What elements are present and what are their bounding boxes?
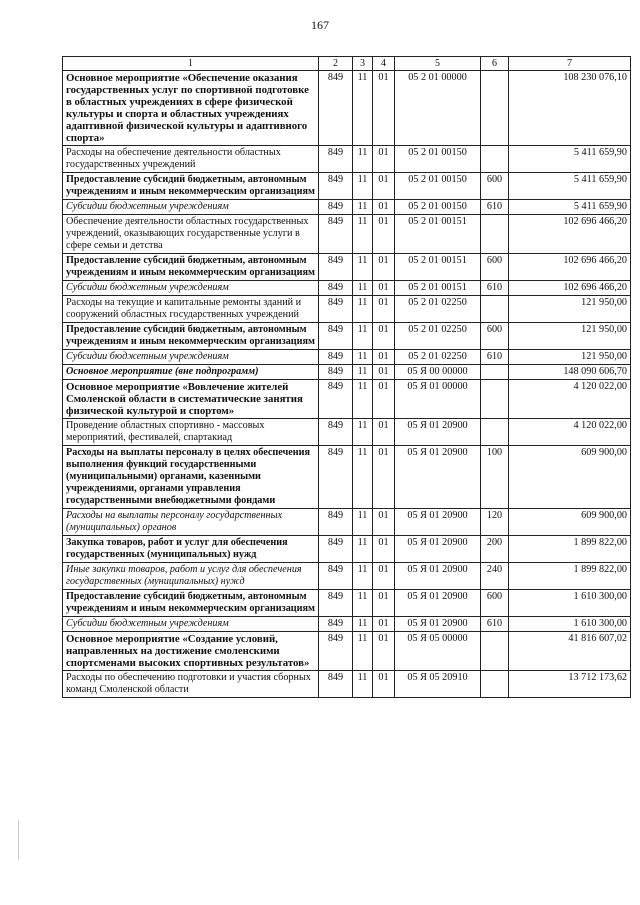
row-section: 11	[353, 419, 373, 446]
row-section: 11	[353, 563, 373, 590]
row-amount: 5 411 659,90	[509, 146, 631, 173]
row-subsection: 01	[373, 323, 395, 350]
row-name: Основное мероприятие «Вовлечение жителей Смоленской области в систематические занятия физической культурой и спортом»	[63, 380, 319, 419]
margin-mark	[18, 820, 19, 860]
row-name: Расходы на выплаты персоналу государственных (муниципальных) органов	[63, 509, 319, 536]
row-target-article: 05 2 01 00150	[395, 146, 481, 173]
row-amount: 1 899 822,00	[509, 563, 631, 590]
header-col-4: 4	[373, 57, 395, 71]
row-expense-type	[481, 419, 509, 446]
row-name: Основное мероприятие (вне подпрограмм)	[63, 365, 319, 380]
row-admin-code: 849	[319, 296, 353, 323]
row-target-article: 05 2 01 00151	[395, 254, 481, 281]
row-target-article: 05 Я 05 00000	[395, 632, 481, 671]
row-amount: 609 900,00	[509, 509, 631, 536]
table-row	[63, 323, 631, 350]
row-subsection: 01	[373, 446, 395, 509]
row-admin-code: 849	[319, 509, 353, 536]
row-admin-code: 849	[319, 419, 353, 446]
table-row	[63, 617, 631, 632]
row-expense-type	[481, 296, 509, 323]
row-target-article: 05 Я 01 20900	[395, 509, 481, 536]
row-expense-type: 610	[481, 617, 509, 632]
row-amount: 121 950,00	[509, 350, 631, 365]
row-target-article: 05 Я 01 00000	[395, 380, 481, 419]
row-expense-type: 200	[481, 536, 509, 563]
row-target-article: 05 Я 01 20900	[395, 419, 481, 446]
row-name: Расходы по обеспечению подготовки и участия сборных команд Смоленской области	[63, 671, 319, 698]
header-col-1: 1	[63, 57, 319, 71]
table-row	[63, 296, 631, 323]
header-col-7: 7	[509, 57, 631, 71]
row-target-article: 05 Я 05 20910	[395, 671, 481, 698]
row-target-article: 05 Я 01 20900	[395, 446, 481, 509]
row-expense-type: 600	[481, 254, 509, 281]
row-subsection: 01	[373, 254, 395, 281]
row-admin-code: 849	[319, 254, 353, 281]
table-row	[63, 536, 631, 563]
row-amount: 5 411 659,90	[509, 200, 631, 215]
row-amount: 1 610 300,00	[509, 617, 631, 632]
table-row	[63, 671, 631, 698]
row-target-article: 05 Я 00 00000	[395, 365, 481, 380]
row-target-article: 05 2 01 00000	[395, 71, 481, 146]
table-row	[63, 173, 631, 200]
row-admin-code: 849	[319, 323, 353, 350]
row-expense-type: 610	[481, 281, 509, 296]
table-row	[63, 146, 631, 173]
header-col-2: 2	[319, 57, 353, 71]
row-name: Расходы на текущие и капитальные ремонты зданий и сооружений областных государственных учреждений	[63, 296, 319, 323]
row-expense-type: 610	[481, 200, 509, 215]
row-name: Расходы на выплаты персоналу в целях обеспечения выполнения функций государственными (муниципальными) органами, казенными учреждениями, органами управления государственными внебюджетными фондами	[63, 446, 319, 509]
row-target-article: 05 2 01 02250	[395, 296, 481, 323]
table-row	[63, 281, 631, 296]
table-row	[63, 509, 631, 536]
row-name: Обеспечение деятельности областных государственных учреждений, оказывающих государственные услуги в сфере семьи и детства	[63, 215, 319, 254]
row-amount: 102 696 466,20	[509, 281, 631, 296]
row-amount: 4 120 022,00	[509, 380, 631, 419]
row-subsection: 01	[373, 536, 395, 563]
row-admin-code: 849	[319, 281, 353, 296]
row-name: Основное мероприятие «Создание условий, направленных на достижение смоленскими спортсменами высоких спортивных результатов»	[63, 632, 319, 671]
row-expense-type	[481, 71, 509, 146]
row-target-article: 05 Я 01 20900	[395, 590, 481, 617]
row-target-article: 05 Я 01 20900	[395, 617, 481, 632]
row-expense-type	[481, 380, 509, 419]
row-expense-type	[481, 146, 509, 173]
row-expense-type: 100	[481, 446, 509, 509]
header-row	[63, 57, 631, 71]
row-section: 11	[353, 671, 373, 698]
row-name: Субсидии бюджетным учреждениям	[63, 617, 319, 632]
row-target-article: 05 Я 01 20900	[395, 563, 481, 590]
header-col-6: 6	[481, 57, 509, 71]
row-section: 11	[353, 590, 373, 617]
row-section: 11	[353, 281, 373, 296]
row-subsection: 01	[373, 173, 395, 200]
row-expense-type: 600	[481, 323, 509, 350]
row-name: Иные закупки товаров, работ и услуг для обеспечения государственных (муниципальных) нужд	[63, 563, 319, 590]
row-admin-code: 849	[319, 71, 353, 146]
table-row	[63, 446, 631, 509]
row-admin-code: 849	[319, 446, 353, 509]
row-subsection: 01	[373, 590, 395, 617]
row-name: Предоставление субсидий бюджетным, автономным учреждениям и иным некоммерческим организациям	[63, 254, 319, 281]
row-section: 11	[353, 173, 373, 200]
row-expense-type	[481, 215, 509, 254]
row-admin-code: 849	[319, 200, 353, 215]
row-expense-type	[481, 632, 509, 671]
row-target-article: 05 2 01 02250	[395, 350, 481, 365]
row-subsection: 01	[373, 146, 395, 173]
row-target-article: 05 2 01 02250	[395, 323, 481, 350]
row-section: 11	[353, 215, 373, 254]
row-target-article: 05 2 01 00151	[395, 215, 481, 254]
row-section: 11	[353, 323, 373, 350]
row-expense-type: 610	[481, 350, 509, 365]
row-name: Субсидии бюджетным учреждениям	[63, 350, 319, 365]
row-section: 11	[353, 200, 373, 215]
row-admin-code: 849	[319, 590, 353, 617]
row-expense-type: 240	[481, 563, 509, 590]
row-admin-code: 849	[319, 563, 353, 590]
budget-table	[62, 56, 631, 698]
row-section: 11	[353, 296, 373, 323]
header-col-3: 3	[353, 57, 373, 71]
table-row	[63, 419, 631, 446]
row-section: 11	[353, 146, 373, 173]
row-subsection: 01	[373, 671, 395, 698]
row-amount: 108 230 076,10	[509, 71, 631, 146]
row-expense-type: 600	[481, 173, 509, 200]
row-name: Предоставление субсидий бюджетным, автономным учреждениям и иным некоммерческим организациям	[63, 323, 319, 350]
row-subsection: 01	[373, 617, 395, 632]
row-name: Субсидии бюджетным учреждениям	[63, 281, 319, 296]
row-amount: 609 900,00	[509, 446, 631, 509]
row-subsection: 01	[373, 380, 395, 419]
row-amount: 4 120 022,00	[509, 419, 631, 446]
row-admin-code: 849	[319, 350, 353, 365]
page-number: 167	[311, 18, 329, 32]
row-admin-code: 849	[319, 146, 353, 173]
table-row	[63, 71, 631, 146]
row-expense-type	[481, 671, 509, 698]
row-name: Основное мероприятие «Обеспечение оказания государственных услуг по спортивной подготовке в областных учреждениях в сфере физической культуры и спорта и областных учреждениях адаптивной физической культуры и адаптивного спорта»	[63, 71, 319, 146]
row-admin-code: 849	[319, 671, 353, 698]
row-section: 11	[353, 350, 373, 365]
row-amount: 13 712 173,62	[509, 671, 631, 698]
row-amount: 102 696 466,20	[509, 254, 631, 281]
row-subsection: 01	[373, 200, 395, 215]
table-row	[63, 632, 631, 671]
row-name: Расходы на обеспечение деятельности областных государственных учреждений	[63, 146, 319, 173]
row-expense-type	[481, 365, 509, 380]
row-section: 11	[353, 254, 373, 281]
row-expense-type: 120	[481, 509, 509, 536]
table-row	[63, 380, 631, 419]
row-admin-code: 849	[319, 365, 353, 380]
row-subsection: 01	[373, 71, 395, 146]
row-name: Проведение областных спортивно - массовых мероприятий, фестивалей, спартакиад	[63, 419, 319, 446]
row-section: 11	[353, 509, 373, 536]
row-name: Предоставление субсидий бюджетным, автономным учреждениям и иным некоммерческим организациям	[63, 590, 319, 617]
row-admin-code: 849	[319, 380, 353, 419]
row-admin-code: 849	[319, 215, 353, 254]
table-row	[63, 590, 631, 617]
row-name: Закупка товаров, работ и услуг для обеспечения государственных (муниципальных) нужд	[63, 536, 319, 563]
row-name: Предоставление субсидий бюджетным, автономным учреждениям и иным некоммерческим организациям	[63, 173, 319, 200]
row-section: 11	[353, 536, 373, 563]
row-expense-type: 600	[481, 590, 509, 617]
row-subsection: 01	[373, 509, 395, 536]
row-subsection: 01	[373, 563, 395, 590]
row-amount: 102 696 466,20	[509, 215, 631, 254]
header-col-5: 5	[395, 57, 481, 71]
row-amount: 1 899 822,00	[509, 536, 631, 563]
row-admin-code: 849	[319, 173, 353, 200]
row-target-article: 05 2 01 00151	[395, 281, 481, 296]
row-target-article: 05 2 01 00150	[395, 173, 481, 200]
row-admin-code: 849	[319, 632, 353, 671]
row-amount: 41 816 607,02	[509, 632, 631, 671]
row-target-article: 05 2 01 00150	[395, 200, 481, 215]
row-admin-code: 849	[319, 536, 353, 563]
row-amount: 1 610 300,00	[509, 590, 631, 617]
row-section: 11	[353, 365, 373, 380]
row-subsection: 01	[373, 365, 395, 380]
row-subsection: 01	[373, 281, 395, 296]
table-row	[63, 563, 631, 590]
table-row	[63, 215, 631, 254]
row-target-article: 05 Я 01 20900	[395, 536, 481, 563]
row-amount: 121 950,00	[509, 296, 631, 323]
row-section: 11	[353, 446, 373, 509]
row-section: 11	[353, 617, 373, 632]
row-admin-code: 849	[319, 617, 353, 632]
row-subsection: 01	[373, 350, 395, 365]
row-subsection: 01	[373, 296, 395, 323]
row-amount: 121 950,00	[509, 323, 631, 350]
row-subsection: 01	[373, 215, 395, 254]
row-subsection: 01	[373, 419, 395, 446]
row-section: 11	[353, 380, 373, 419]
row-amount: 5 411 659,90	[509, 173, 631, 200]
table-row	[63, 254, 631, 281]
row-section: 11	[353, 632, 373, 671]
table-row	[63, 365, 631, 380]
row-section: 11	[353, 71, 373, 146]
row-subsection: 01	[373, 632, 395, 671]
row-name: Субсидии бюджетным учреждениям	[63, 200, 319, 215]
table-row	[63, 200, 631, 215]
table-row	[63, 350, 631, 365]
row-amount: 148 090 606,70	[509, 365, 631, 380]
table-body	[63, 71, 631, 698]
